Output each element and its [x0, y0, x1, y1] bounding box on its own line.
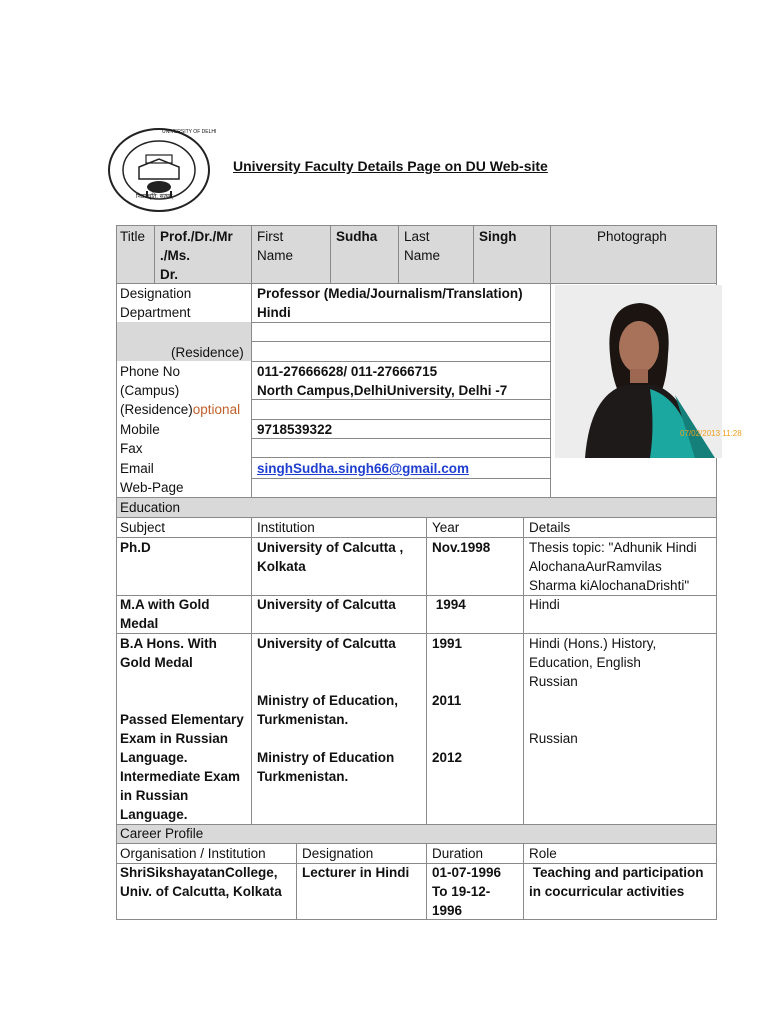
residence-label: (Residence) — [171, 345, 244, 360]
university-logo — [106, 127, 217, 213]
logo-caption: UNIVERSITY OF DELHI — [162, 129, 217, 135]
photograph-label: Photograph — [597, 229, 667, 244]
edu-ru-institution-b-2: Turkmenistan. — [257, 769, 349, 784]
edu-phd-institution-2: Kolkata — [257, 559, 306, 574]
optional-tag: optional — [192, 402, 241, 417]
edu-header-details: Details — [529, 520, 571, 535]
designation-value: Professor (Media/Journalism/Translation) — [257, 286, 523, 301]
webpage-label: Web-Page — [120, 480, 184, 495]
career-section-bar — [117, 825, 716, 843]
career-duration-1: 01-07-1996 — [432, 865, 502, 880]
title-value-3: Dr. — [160, 267, 179, 282]
mobile-value: 9718539322 — [257, 422, 333, 437]
edu-ba-subject-2: Gold Medal — [120, 655, 193, 670]
edu-phd-subject: Ph.D — [120, 540, 151, 555]
title-label: Title — [120, 229, 146, 244]
edu-ru-subject-5: in Russian — [120, 788, 189, 803]
career-header-designation: Designation — [302, 846, 374, 861]
edu-ru-subject-6: Language. — [120, 807, 188, 822]
edu-phd-year: Nov.1998 — [432, 540, 491, 555]
edu-ba-subject-1: B.A Hons. With — [120, 636, 217, 651]
edu-ru-subject-4: Intermediate Exam — [120, 769, 241, 784]
edu-ba-details-3: Russian — [529, 674, 578, 689]
last-name-value: Singh — [479, 229, 517, 244]
page-title: University Faculty Details Page on DU Web-site — [233, 158, 548, 174]
last-name-label-2: Name — [404, 248, 441, 263]
edu-ma-subject-1: M.A with Gold — [120, 597, 210, 612]
fax-label: Fax — [120, 441, 143, 456]
edu-ma-institution: University of Calcutta — [257, 597, 396, 612]
career-role-2: in cocurricular activities — [529, 884, 685, 899]
career-header-organisation: Organisation / Institution — [120, 846, 266, 861]
campus-value: North Campus,DelhiUniversity, Delhi -7 — [257, 383, 508, 398]
edu-ma-details: Hindi — [529, 597, 560, 612]
logo-motto: निष्ठा धृति: सत्यम् — [136, 194, 173, 200]
edu-ma-subject-2: Medal — [120, 616, 159, 631]
education-heading: Education — [120, 500, 181, 515]
department-value: Hindi — [257, 305, 291, 320]
first-name-label-1: First — [257, 229, 284, 244]
email-label: Email — [120, 461, 154, 476]
title-value-2: ./Ms. — [160, 248, 191, 263]
career-header-duration: Duration — [432, 846, 484, 861]
mobile-label: Mobile — [120, 422, 160, 437]
edu-phd-institution-1: University of Calcutta , — [257, 540, 404, 555]
edu-ba-institution: University of Calcutta — [257, 636, 396, 651]
edu-ba-year: 1991 — [432, 636, 463, 651]
edu-ru-year-a: 2011 — [432, 693, 462, 708]
edu-header-institution: Institution — [257, 520, 315, 535]
career-header-role: Role — [529, 846, 557, 861]
edu-header-year: Year — [432, 520, 460, 535]
edu-phd-details-2: AlochanaAurRamvilas — [529, 559, 662, 574]
edu-ma-year: 1994 — [432, 597, 466, 612]
career-role-1: Teaching and participation — [529, 865, 704, 880]
phone-value: 011-27666628/ 011-27666715 — [257, 364, 438, 379]
faculty-photograph — [555, 285, 742, 458]
edu-ru-year-b: 2012 — [432, 750, 463, 765]
edu-ru-subject-2: Exam in Russian — [120, 731, 229, 746]
photo-timestamp: 07/02/2013 11:28 — [680, 429, 742, 438]
email-link[interactable]: singhSudha.singh66@gmail.com — [257, 461, 469, 476]
first-name-label-2: Name — [257, 248, 294, 263]
edu-phd-details-3: Sharma kiAlochanaDrishti" — [529, 578, 690, 593]
career-designation: Lecturer in Hindi — [302, 865, 410, 880]
edu-ru-institution-a-2: Turkmenistan. — [257, 712, 349, 727]
edu-ba-details-2: Education, English — [529, 655, 641, 670]
edu-phd-details-1: Thesis topic: "Adhunik Hindi — [529, 540, 697, 555]
phone-label: Phone No — [120, 364, 181, 379]
career-duration-2: To 19-12- — [432, 884, 491, 899]
residence-optional-label: (Residence)optional — [120, 402, 241, 417]
edu-ru-institution-a-1: Ministry of Education, — [257, 693, 399, 708]
first-name-value: Sudha — [336, 229, 378, 244]
edu-ba-details-1: Hindi (Hons.) History, — [529, 636, 657, 651]
department-label: Department — [120, 305, 191, 320]
career-heading: Career Profile — [120, 826, 204, 841]
edu-header-subject: Subject — [120, 520, 166, 535]
education-section-bar — [117, 498, 716, 517]
campus-label: (Campus) — [120, 383, 180, 398]
edu-ru-details: Russian — [529, 731, 578, 746]
career-duration-3: 1996 — [432, 903, 463, 918]
edu-ru-subject-3: Language. — [120, 750, 188, 765]
career-org-2: Univ. of Calcutta, Kolkata — [120, 884, 282, 899]
title-value-1: Prof./Dr./Mr — [160, 229, 233, 244]
edu-ru-institution-b-1: Ministry of Education — [257, 750, 395, 765]
designation-label: Designation — [120, 286, 192, 301]
career-org-1: ShriSikshayatanCollege, — [120, 865, 278, 880]
edu-ru-subject-1: Passed Elementary — [120, 712, 244, 727]
last-name-label-1: Last — [404, 229, 430, 244]
